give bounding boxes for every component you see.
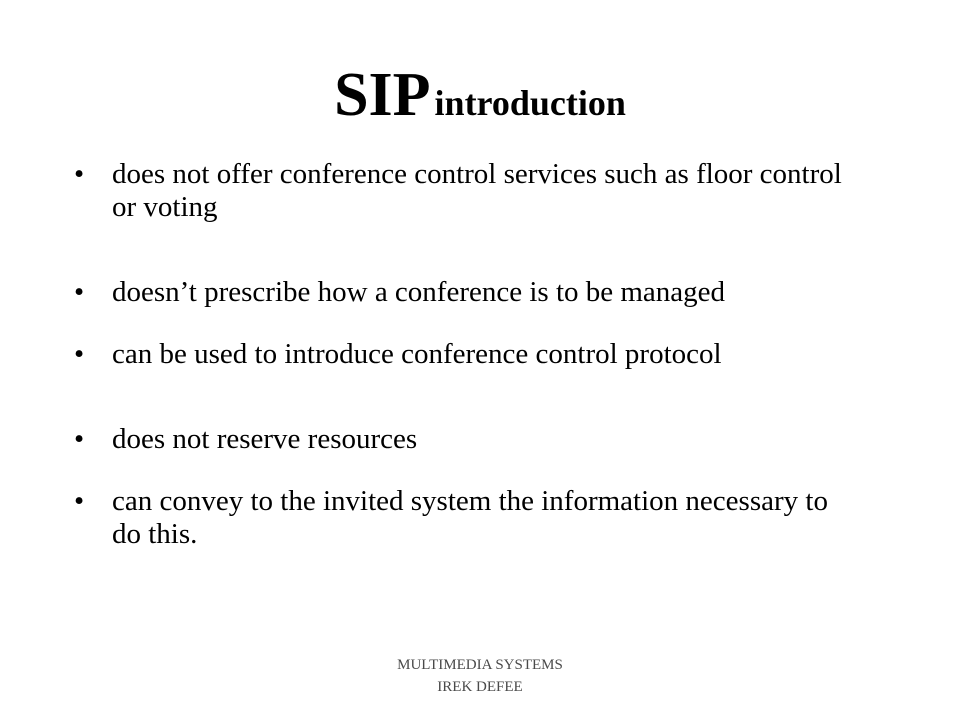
slide-footer: [0, 654, 960, 698]
footer-course: MULTIMEDIA SYSTEMS: [397, 657, 563, 673]
bullet-list: [74, 158, 864, 551]
title-main: SIP: [334, 61, 431, 129]
bullet-text: does not offer conference control services such as floor control or voting: [112, 158, 842, 223]
bullet-text: can be used to introduce conference control protocol: [112, 338, 722, 370]
slide-title: [0, 61, 960, 129]
bullet-item: [74, 158, 864, 224]
title-sub: introduction: [434, 83, 626, 123]
bullet-item: [74, 423, 864, 456]
bullet-dot-icon: •: [74, 276, 85, 308]
footer-author: IREK DEFEE: [437, 679, 523, 695]
bullet-item: [74, 338, 864, 371]
bullet-text: does not reserve resources: [112, 423, 418, 455]
bullet-text: doesn’t prescribe how a conference is to be managed: [112, 276, 726, 308]
bullet-dot-icon: •: [74, 423, 85, 455]
bullet-item: [74, 276, 864, 309]
bullet-text: can convey to the invited system the information necessary to do this.: [112, 485, 828, 550]
bullet-dot-icon: •: [74, 158, 85, 190]
bullet-dot-icon: •: [74, 338, 85, 370]
bullet-dot-icon: •: [74, 485, 85, 517]
bullet-item: [74, 485, 864, 551]
